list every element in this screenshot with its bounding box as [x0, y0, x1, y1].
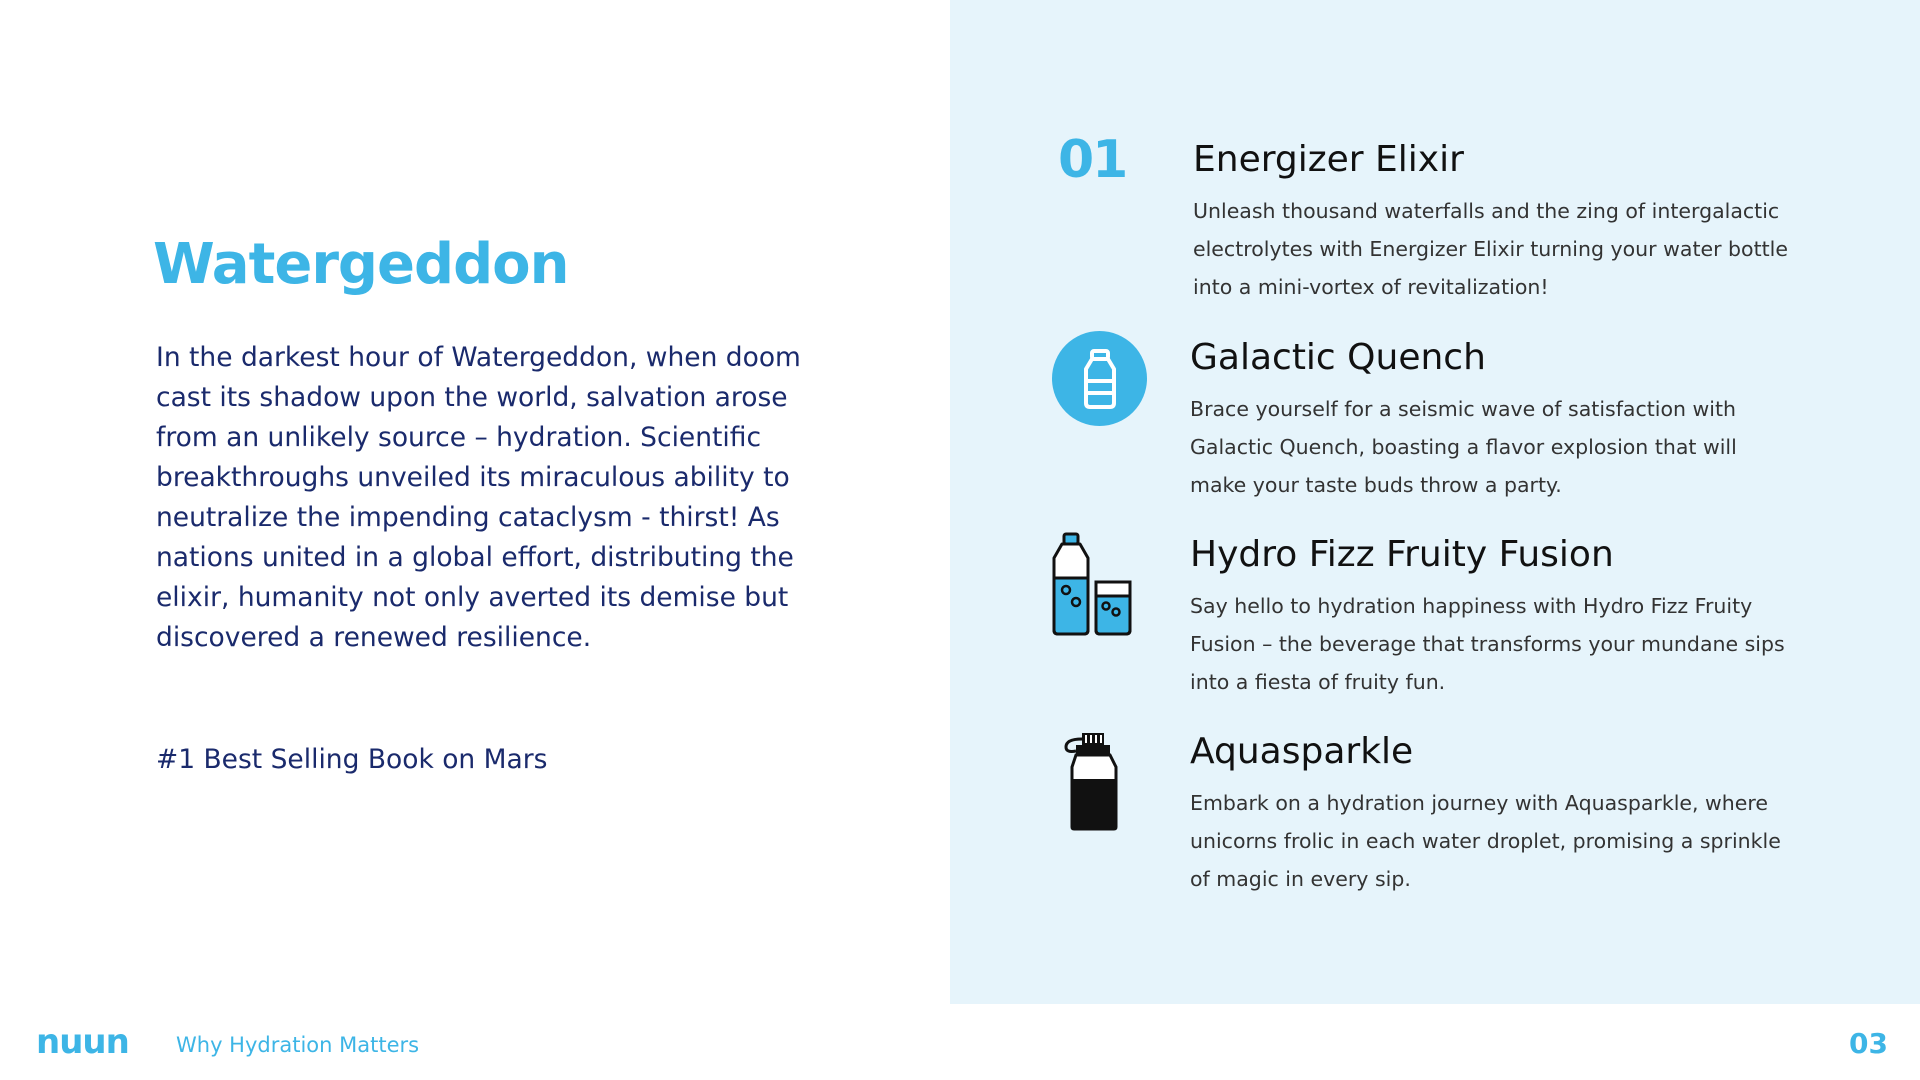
story-paragraph: In the darkest hour of Watergeddon, when doom cast its shadow upon the world, salvation arose from an unlikely source – hydration. Scientific breakthroughs unveiled its miraculous ability to neutralize the impending cataclysm - thirst! As nations united in a global effort, distributing the elixir, humanity not only averted its demise but discovered a renewed resilience.	[156, 342, 801, 653]
bottle-and-glass-icon	[1050, 532, 1134, 636]
feature-heading: Aquasparkle	[1190, 731, 1414, 772]
feature-heading: Hydro Fizz Fruity Fusion	[1190, 534, 1614, 575]
footer-section-title: Why Hydration Matters	[176, 1033, 420, 1057]
sport-bottle-icon	[1062, 731, 1122, 831]
feature-item-galactic-quench	[1190, 336, 1790, 504]
feature-description: Embark on a hydration journey with Aquasparkle, where unicorns frolic in each water droplet, promising a sprinkle of magic in every sip.	[1190, 791, 1781, 891]
tagline: #1 Best Selling Book on Mars	[156, 744, 548, 775]
feature-description: Unleash thousand waterfalls and the zing of intergalactic electrolytes with Energizer Elixir turning your water bottle into a mini-vortex of revitalization!	[1193, 199, 1788, 299]
feature-description: Say hello to hydration happiness with Hydro Fizz Fruity Fusion – the beverage that transforms your mundane sips into a fiesta of fruity fun.	[1190, 594, 1785, 694]
feature-item-aquasparkle	[1190, 730, 1790, 898]
feature-item-hydro-fizz-fruity-fusion	[1190, 533, 1790, 701]
feature-description: Brace yourself for a seismic wave of satisfaction with Galactic Quench, boasting a flavor explosion that will make your taste buds throw a party.	[1190, 397, 1737, 497]
item-number-01: 01	[1058, 130, 1127, 190]
feature-heading: Galactic Quench	[1190, 337, 1486, 378]
brand-logo: nuun	[36, 1022, 129, 1062]
page-number: 03	[1849, 1027, 1888, 1060]
feature-heading: Energizer Elixir	[1193, 139, 1464, 180]
bottle-circle-icon	[1052, 331, 1147, 426]
slide-title: Watergeddon	[153, 232, 569, 297]
feature-item-energizer-elixir	[1193, 138, 1793, 306]
